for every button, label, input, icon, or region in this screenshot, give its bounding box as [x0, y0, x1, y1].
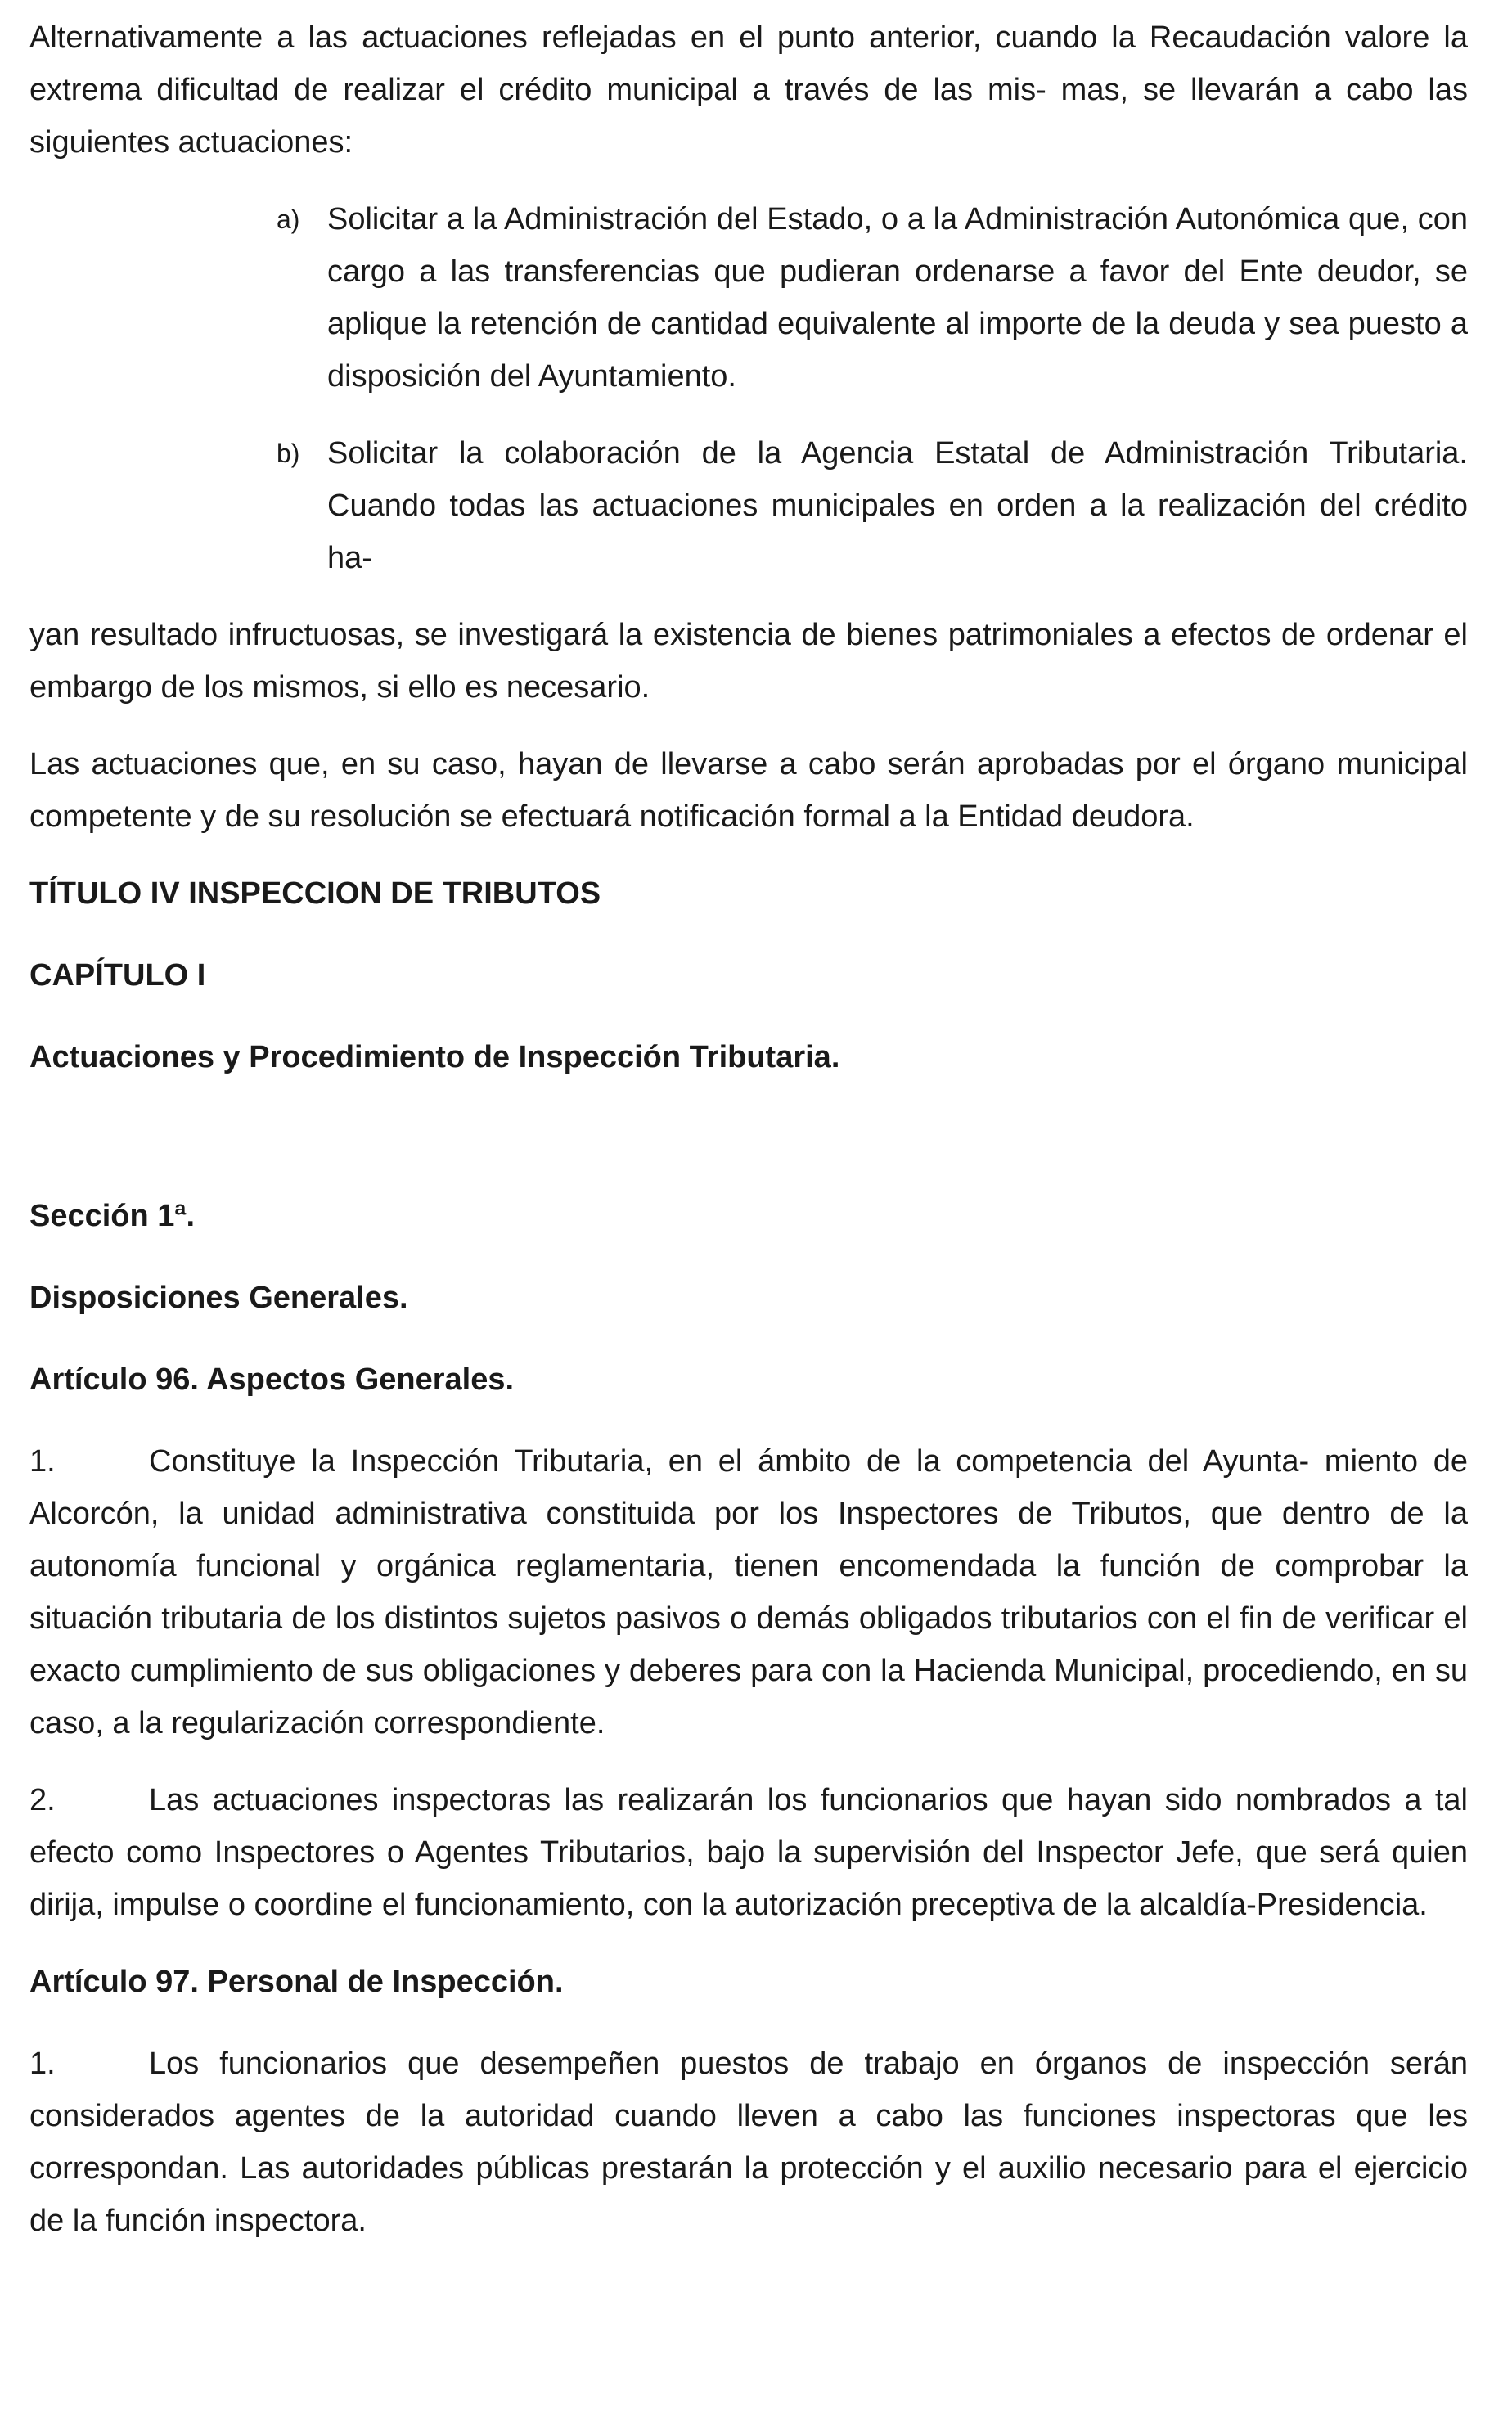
- chapter-heading: CAPÍTULO I: [29, 958, 206, 993]
- article-97-paragraph-1: [29, 2038, 1468, 2247]
- article-96-paragraph-1: [29, 1435, 1468, 1749]
- paragraph-number: 1.: [29, 2047, 56, 2081]
- title-heading: TÍTULO IV INSPECCION DE TRIBUTOS: [29, 876, 601, 911]
- paragraph-text: Constituye la Inspección Tributaria, en el ámbito de la competencia del Ayunta- miento de Alcorcón, la unidad administrativa constituida por los Inspectores de Tributos, que dentro de la autonomía funcional y orgánica reglamentaria, tienen encomendada la función de comprobar la situación tributaria de los distintos sujetos pasivos o demás obligados tributarios con el fin de verificar el exacto cumplimiento de sus obligaciones y deberes para con la Hacienda Municipal, procediendo, en su caso, a la regularización correspondiente.: [29, 1444, 1468, 1740]
- paragraph-text: Las actuaciones inspectoras las realizarán los funcionarios que hayan sido nombrados a tal efecto como Inspectores o Agentes Tributarios, bajo la supervisión del Inspector Jefe, que será quien dirija, impulse o coordine el funcionamiento, con la autorización preceptiva de la alcaldía-Presidencia.: [29, 1783, 1468, 1922]
- article-97-heading: Artículo 97. Personal de Inspección.: [29, 1965, 564, 1999]
- section-subtitle: Disposiciones Generales.: [29, 1281, 408, 1315]
- chapter-subtitle: Actuaciones y Procedimiento de Inspección Tributaria.: [29, 1040, 840, 1074]
- paragraph-number: 2.: [29, 1783, 56, 1817]
- intro-paragraph: Alternativamente a las actuaciones reflejadas en el punto anterior, cuando la Recaudación valore la extrema dificultad de realizar el crédito municipal a través de las mis- mas, se llevarán a cabo las siguientes actuaciones:: [29, 20, 1468, 160]
- paragraph-text: Los funcionarios que desempeñen puestos de trabajo en órganos de inspección serán considerados agentes de la autoridad cuando lleven a cabo las funciones inspectoras que les correspondan. Las autoridades públicas prestarán la protección y el auxilio necesario para el ejercicio de la función inspectora.: [29, 2047, 1468, 2238]
- list-marker: b): [277, 439, 300, 468]
- article-96-paragraph-2: [29, 1774, 1468, 1931]
- list-item-text: Solicitar la colaboración de la Agencia Estatal de Administración Tributaria. Cuando todas las actuaciones municipales en orden a la realización del crédito ha-: [327, 436, 1468, 575]
- section-heading: Sección 1ª.: [29, 1199, 196, 1233]
- continuation-paragraph: yan resultado infructuosas, se investigará la existencia de bienes patrimoniales a efectos de ordenar el embargo de los mismos, si ello es necesario.: [29, 618, 1468, 705]
- article-96-heading: Artículo 96. Aspectos Generales.: [29, 1362, 515, 1397]
- paragraph-number: 1.: [29, 1444, 56, 1479]
- approval-paragraph: Las actuaciones que, en su caso, hayan de llevarse a cabo serán aprobadas por el órgano municipal competente y de su resolución se efectuará notificación formal a la Entidad deudora.: [29, 747, 1468, 834]
- list-marker: a): [277, 205, 300, 234]
- list-item-text: Solicitar a la Administración del Estado, o a la Administración Autonómica que, con cargo a las transferencias que pudieran ordenarse a favor del Ente deudor, se aplique la retención de cantidad equivalente al importe de la deuda y sea puesto a disposición del Ayuntamiento.: [327, 202, 1468, 394]
- list-item-a: [277, 193, 1468, 403]
- list-item-b: [277, 427, 1468, 584]
- document-page: [29, 11, 1468, 2272]
